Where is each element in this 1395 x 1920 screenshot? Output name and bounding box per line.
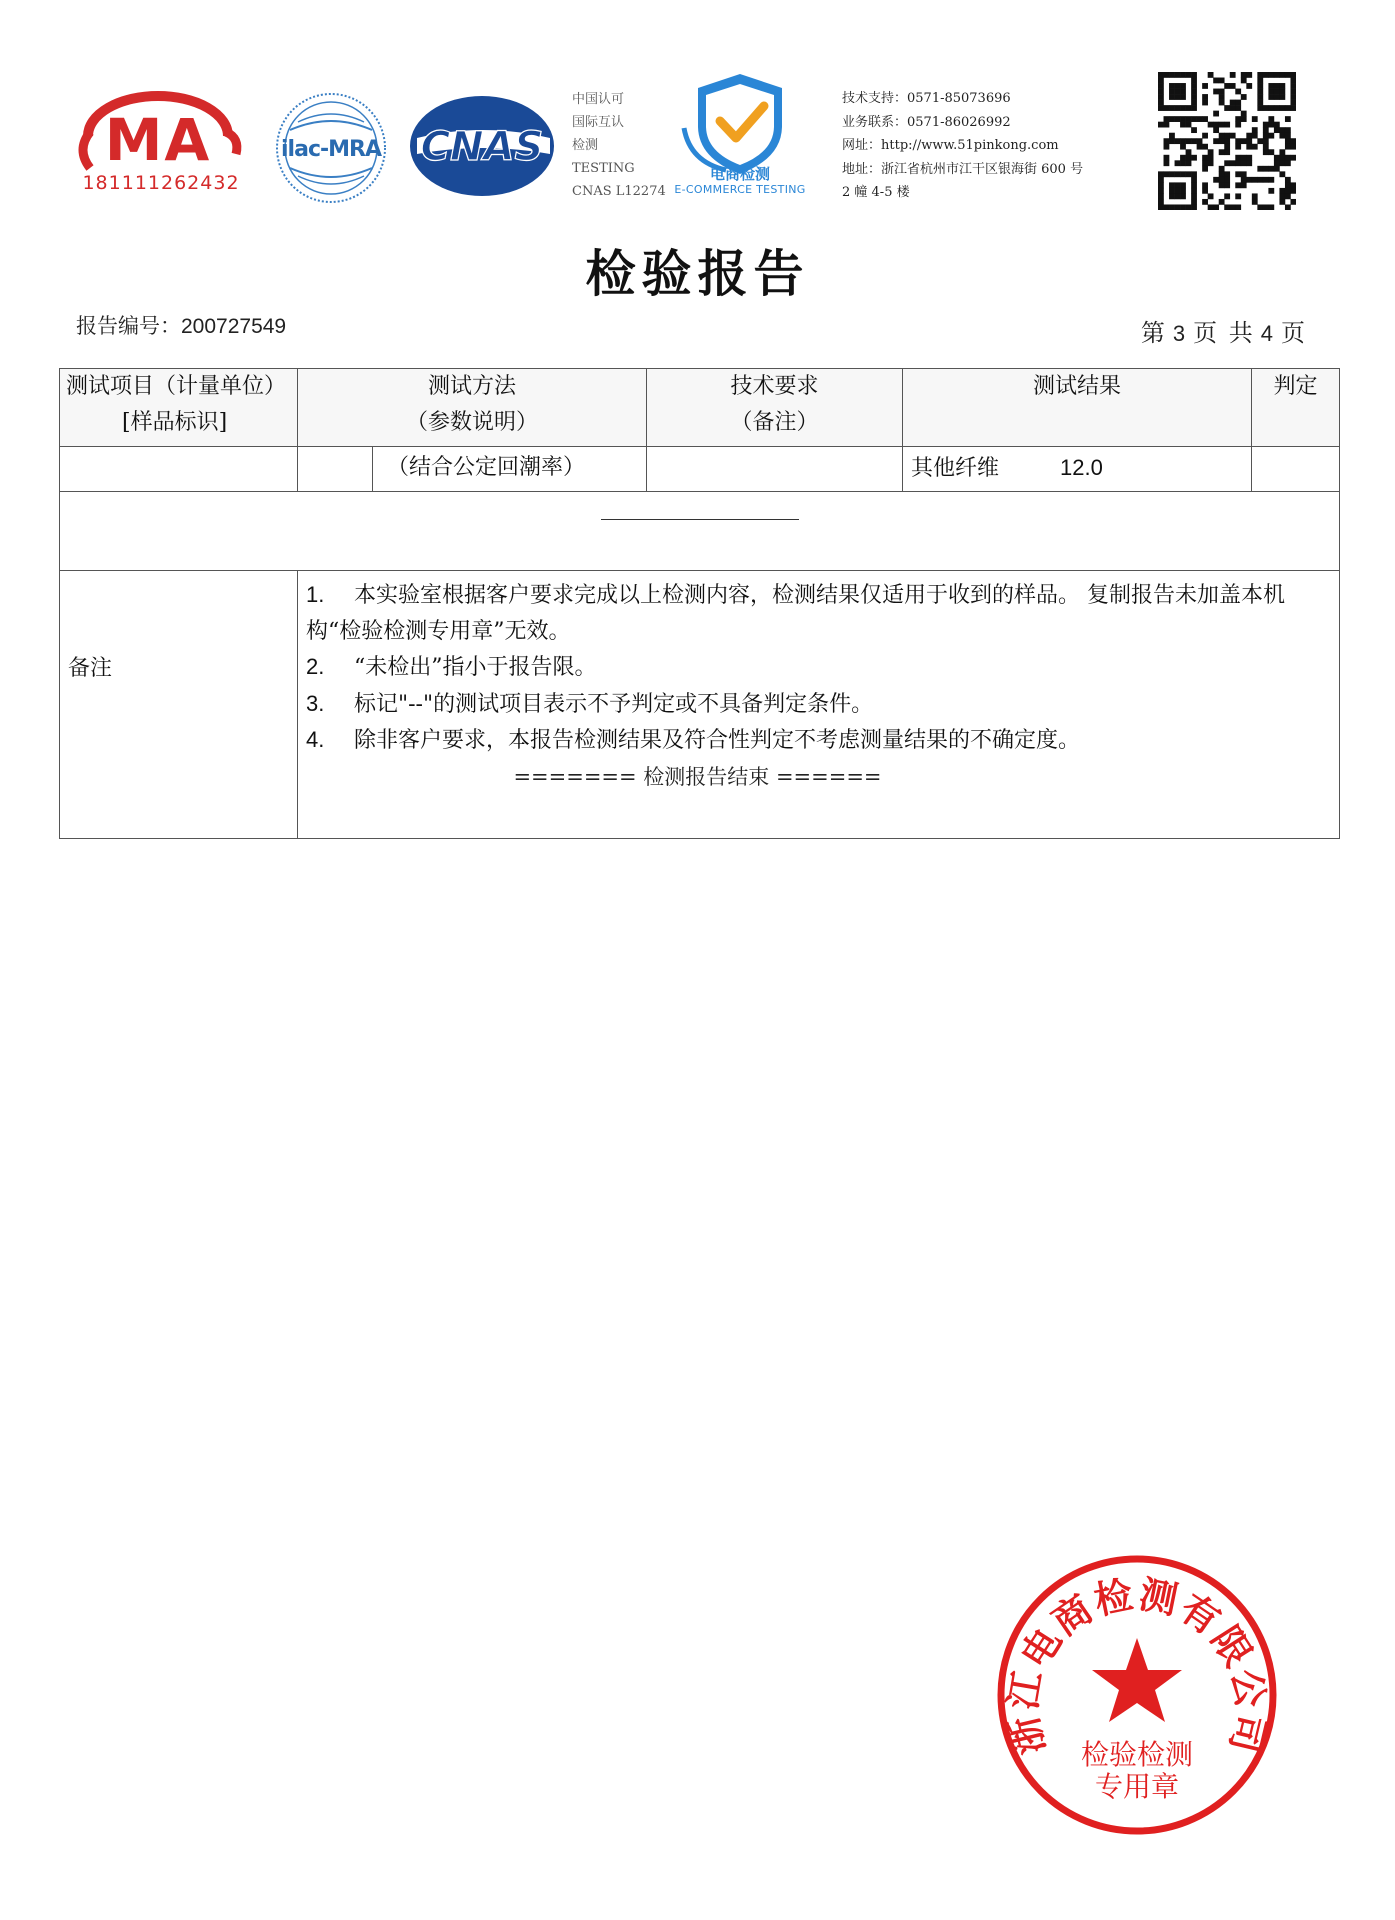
header-requirement [647, 369, 903, 447]
header-result-label: 测试结果 [1033, 374, 1122, 399]
contact-business: 业务联系：0571-86026992 [842, 114, 1011, 130]
cell-result [903, 447, 1252, 492]
cnas-logo [405, 92, 560, 200]
remark-item [306, 577, 1329, 649]
remark-number: 2. [306, 654, 325, 679]
cnas-info-line: 中国认可 [572, 92, 625, 107]
header-test-item-line1: 测试项目（计量单位） [66, 374, 287, 399]
page-total: 4 [1260, 321, 1273, 346]
page-mid: 页 共 [1193, 319, 1253, 347]
remark-number: 4. [306, 727, 325, 752]
header-judgement-label: 判定 [1273, 374, 1318, 399]
remark-text: “未检出”指小于报告限。 [354, 655, 597, 680]
header-test-method [298, 369, 647, 447]
remark-number: 3. [306, 690, 325, 716]
header-judgement [1252, 369, 1340, 447]
header-test-item-line2: [样品标识] [122, 410, 228, 435]
report-number-value: 200727549 [181, 315, 287, 338]
table-separator-row [60, 492, 1340, 571]
remarks-label-cell [60, 571, 298, 839]
contact-info [842, 87, 1083, 205]
ilac-mra-logo [270, 90, 392, 205]
header-result [903, 369, 1252, 447]
table-remarks-row [60, 571, 1340, 839]
remark-item [306, 649, 1329, 686]
result-label: 其他纤维 [911, 456, 1000, 481]
cnas-info-line: CNAS L12274 [572, 184, 666, 199]
method-note: （结合公定回潮率） [387, 455, 586, 480]
cell-empty [647, 447, 903, 492]
cell-method-note [373, 447, 647, 492]
remark-text: 标记"--"的测试项目表示不予判定或不具备判定条件。 [354, 691, 874, 717]
result-value: 12.0 [1060, 455, 1103, 480]
svg-text:MA: MA [104, 106, 212, 174]
seal-company-name: 浙江电商检测有限公司 [1000, 1571, 1274, 1759]
header-test-method-line2: （参数说明） [406, 410, 539, 435]
header-requirement-line2: （备注） [730, 410, 819, 435]
page-prefix: 第 [1140, 319, 1165, 347]
report-number [76, 310, 286, 340]
contact-tech-support: 技术支持：0571-85073696 [842, 91, 1011, 106]
contact-address-line2: 2 幢 4-5 楼 [842, 185, 910, 200]
page-info [1141, 313, 1305, 348]
header-test-method-line1: 测试方法 [428, 374, 517, 399]
header-test-item [60, 369, 298, 447]
remark-item [306, 686, 1329, 723]
remark-item [306, 722, 1329, 759]
seal-purpose-line2: 专用章 [1094, 1770, 1180, 1803]
table-row [60, 447, 1340, 492]
remark-number: 1. [306, 582, 325, 607]
remarks-label: 备注 [68, 656, 113, 681]
cell-empty [60, 447, 298, 492]
report-number-label: 报告编号： [76, 314, 181, 338]
seal-star-icon [1092, 1638, 1182, 1722]
separator-line [601, 519, 799, 520]
cnas-info-line: 检测 [572, 138, 599, 153]
cma-number: 181111262432 [82, 172, 240, 194]
company-seal [992, 1550, 1282, 1840]
ecommerce-testing-en: E-COMMERCE TESTING [674, 183, 806, 196]
contact-website: 网址：http://www.51pinkong.com [842, 138, 1059, 153]
cnas-info-line: TESTING [572, 161, 635, 176]
page-current: 3 [1172, 321, 1186, 346]
svg-text:CNAS: CNAS [420, 124, 544, 170]
remarks-cell [298, 571, 1340, 839]
ecommerce-testing-cn: 电商检测 [709, 165, 770, 183]
remark-text: 除非客户要求，本报告检测结果及符合性判定不考虑测量结果的不确定度。 [354, 728, 1081, 753]
cell-empty [1252, 447, 1340, 492]
qr-code [1158, 72, 1296, 210]
report-title: 检验报告 [585, 245, 810, 303]
report-end-marker: ======= 检测报告结束 ====== [513, 765, 882, 789]
separator-cell [60, 492, 1340, 571]
svg-text:ilac-MRA: ilac-MRA [281, 137, 381, 162]
header-requirement-line1: 技术要求 [730, 374, 819, 399]
table-header-row [60, 369, 1340, 447]
page-suffix: 页 [1281, 319, 1305, 347]
cnas-info-line: 国际互认 [572, 115, 625, 130]
cnas-info [572, 88, 666, 203]
remark-text: 本实验室根据客户要求完成以上检测内容，检测结果仅适用于收到的样品。 复制报告未加盖本机构“检验检测专用章”无效。 [306, 583, 1285, 644]
seal-purpose-line1: 检验检测 [1080, 1738, 1194, 1771]
contact-address: 地址：浙江省杭州市江干区银海街 600 号 [842, 161, 1084, 177]
cell-empty [298, 447, 373, 492]
